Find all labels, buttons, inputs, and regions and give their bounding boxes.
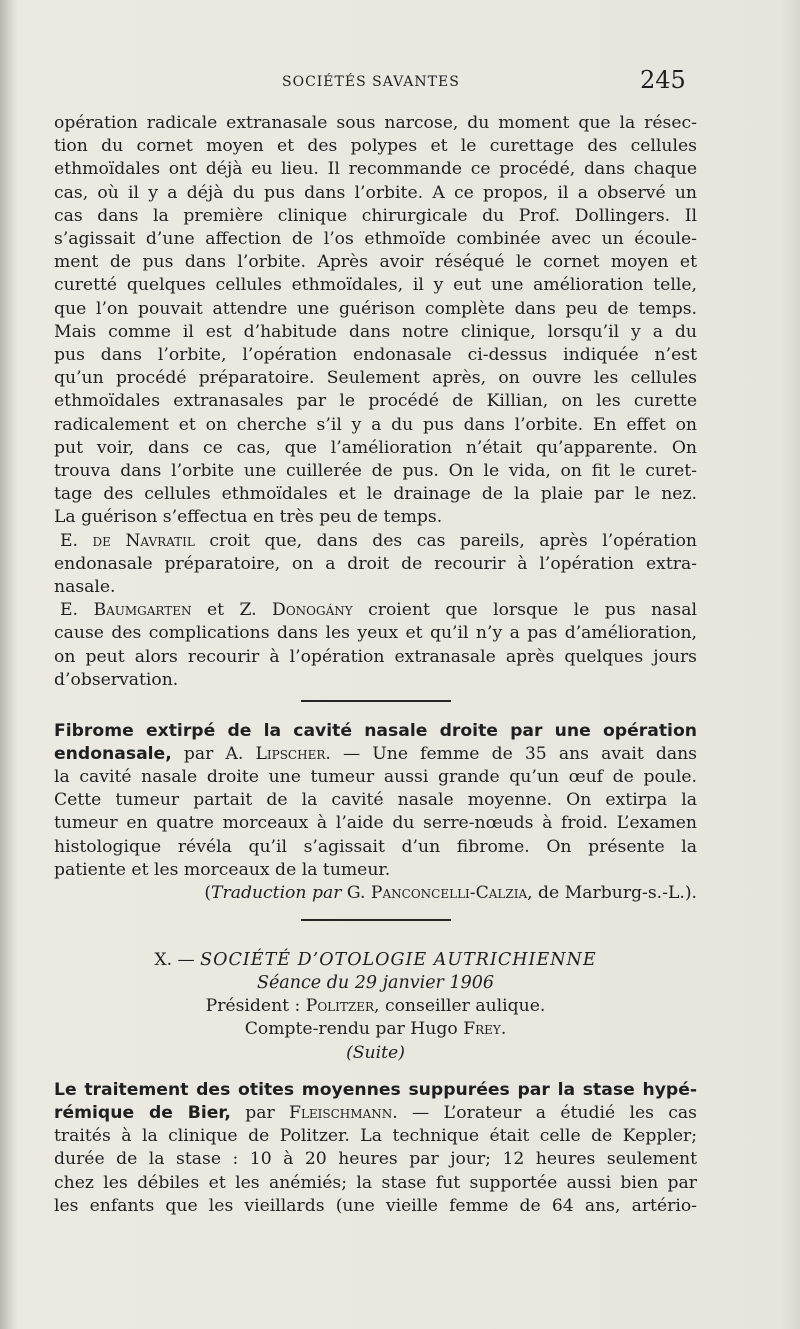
text-line: traités à la clinique de Politzer. La technique était celle de Keppler; xyxy=(54,1126,697,1147)
section-divider xyxy=(301,919,451,921)
text-line: les enfants que les vieillards (une vieille femme de 64 ans, artério- xyxy=(54,1195,697,1216)
text-line: ethmoïdales ont déjà eu lieu. Il recommande ce procédé, dans chaque xyxy=(54,159,697,180)
text-line: ment de pus dans l’orbite. Après avoir réséqué le cornet moyen et xyxy=(54,252,697,273)
text-line: cas, où il y a déjà du pus dans l’orbite. A ce propos, il a observé un xyxy=(54,182,697,203)
text-line xyxy=(54,530,697,553)
text-line: nasale. xyxy=(54,577,116,598)
text-span: par A. xyxy=(171,743,256,764)
article-title-line xyxy=(54,1079,697,1102)
text-line: patiente et les morceaux de la tumeur. xyxy=(54,859,391,880)
text-line: cas dans la première clinique chirurgicale du Prof. Dollingers. Il xyxy=(54,205,697,226)
president-line xyxy=(54,995,697,1018)
section-title: SOCIÉTÉ D’OTOLOGIE AUTRICHIENNE xyxy=(200,949,597,970)
report-line xyxy=(54,1018,697,1041)
paragraph-baumgarten xyxy=(54,599,697,692)
section-heading xyxy=(54,949,697,1065)
text-line: d’observation. xyxy=(54,669,179,690)
suite-label: (Suite) xyxy=(346,1042,405,1063)
text-span: Président : xyxy=(205,996,306,1017)
text-line: ethmoïdales extranasales par le procédé de Killian, on les curette xyxy=(54,391,697,412)
text-span: par xyxy=(230,1102,290,1123)
article-fibrome xyxy=(54,720,697,906)
section-number: X. — xyxy=(154,949,201,970)
page-number: 245 xyxy=(640,66,686,94)
text-line xyxy=(54,599,697,622)
text-span: de Marburg-s.-L.). xyxy=(532,883,697,903)
text-line xyxy=(54,743,697,766)
text-line: Cette tumeur partait de la cavité nasale moyenne. On extirpa la xyxy=(54,790,697,811)
text-line: s’agissait d’une affection de l’os ethmoïde combinée avec un écoule- xyxy=(54,229,697,250)
text-span: — Une femme de 35 ans avait dans xyxy=(330,743,697,764)
speaker-name: E. de Navratil xyxy=(60,530,195,551)
text-line: tage des cellules ethmoïdales et le drainage de la plaie par le nez. xyxy=(54,484,697,505)
text-line: durée de la stase : 10 à 20 heures par jour; 12 heures seulement xyxy=(54,1149,697,1170)
page-body xyxy=(54,112,697,1218)
text-line: put voir, dans ce cas, que l’amélioration n’était qu’apparente. On xyxy=(54,437,697,458)
text-line: endonasale préparatoire, on a droit de recourir à l’opération extra- xyxy=(54,553,697,574)
paragraph-operation xyxy=(54,112,697,530)
text-span: G. xyxy=(341,883,371,903)
text-line: radicalement et on cherche s’il y a du pus dans l’orbite. En effet on xyxy=(54,414,697,435)
text-span: conseiller aulique. xyxy=(379,996,546,1017)
translator-name: Panconcelli-Calzia, xyxy=(370,883,533,903)
author-name: Lipscher. xyxy=(255,743,331,764)
text-line: cause des complications dans les yeux et qu’il n’y a pas d’amélioration, xyxy=(54,623,697,644)
text-span: croient que lorsque le pus nasal xyxy=(352,600,697,621)
report-author: Frey. xyxy=(463,1019,507,1040)
paragraph-navratil xyxy=(54,530,697,600)
article-title-line xyxy=(54,720,697,743)
text-span: ( xyxy=(204,883,212,903)
text-span: croit que, dans des cas pareils, après l’opération xyxy=(194,530,697,551)
page-header xyxy=(0,66,800,96)
text-line: chez les débiles et les anémiés; la stase fut supportée aussi bien par xyxy=(54,1172,697,1193)
text-line: histologique révéla qu’il s’agissait d’un fibrome. On présente la xyxy=(54,836,697,857)
section-title-line xyxy=(54,949,697,972)
text-span: et xyxy=(191,600,240,621)
section-divider xyxy=(301,700,451,702)
article-title: Le traitement des otites moyennes suppurées par la stase hypé- xyxy=(54,1079,697,1100)
session-date: Séance du 29 janvier 1906 xyxy=(256,972,495,993)
article-title: Fibrome extirpé de la cavité nasale droite par une opération xyxy=(54,720,697,741)
text-line: la cavité nasale droite une tumeur aussi grande qu’un œuf de poule. xyxy=(54,766,697,787)
translation-credit xyxy=(54,882,697,905)
text-line: La guérison s’effectua en très peu de temps. xyxy=(54,507,443,528)
text-line: curetté quelques cellules ethmoïdales, il y eut une amélioration telle, xyxy=(54,275,697,296)
article-title-end: endonasale, xyxy=(54,743,172,764)
text-line xyxy=(54,1102,697,1125)
text-line: qu’un procédé préparatoire. Seulement après, on ouvre les cellules xyxy=(54,368,697,389)
text-line: pus dans l’orbite, l’opération endonasale ci-dessus indiquée n’est xyxy=(54,345,697,366)
text-span: Compte-rendu par Hugo xyxy=(244,1019,464,1040)
translation-label: Traduction par xyxy=(211,883,342,903)
text-line: Mais comme il est d’habitude dans notre clinique, lorsqu’il y a du xyxy=(54,321,697,342)
running-title: SOCIÉTÉS SAVANTES xyxy=(282,74,460,90)
text-line: opération radicale extranasale sous narcose, du moment que la résec- xyxy=(54,113,697,133)
speaker-name: Z. Donogány xyxy=(239,600,353,621)
article-otites xyxy=(54,1079,697,1218)
text-line: on peut alors recourir à l’opération extranasale après quelques jours xyxy=(54,646,697,667)
text-line: que l’on pouvait attendre une guérison complète dans peu de temps. xyxy=(54,298,697,319)
speaker-name: E. Baumgarten xyxy=(60,600,192,621)
article-title-end: rémique de Bier, xyxy=(54,1102,231,1123)
author-name: Fleischmann. xyxy=(289,1102,398,1123)
president-name: Politzer, xyxy=(305,996,380,1017)
text-line: tumeur en quatre morceaux à l’aide du serre-nœuds à froid. L’examen xyxy=(54,813,697,834)
text-span: — L’orateur a étudié les cas xyxy=(397,1102,697,1123)
text-line: tion du cornet moyen et des polypes et le curettage des cellules xyxy=(54,136,697,157)
text-line: trouva dans l’orbite une cuillerée de pus. On le vida, on fit le curet- xyxy=(54,461,697,482)
